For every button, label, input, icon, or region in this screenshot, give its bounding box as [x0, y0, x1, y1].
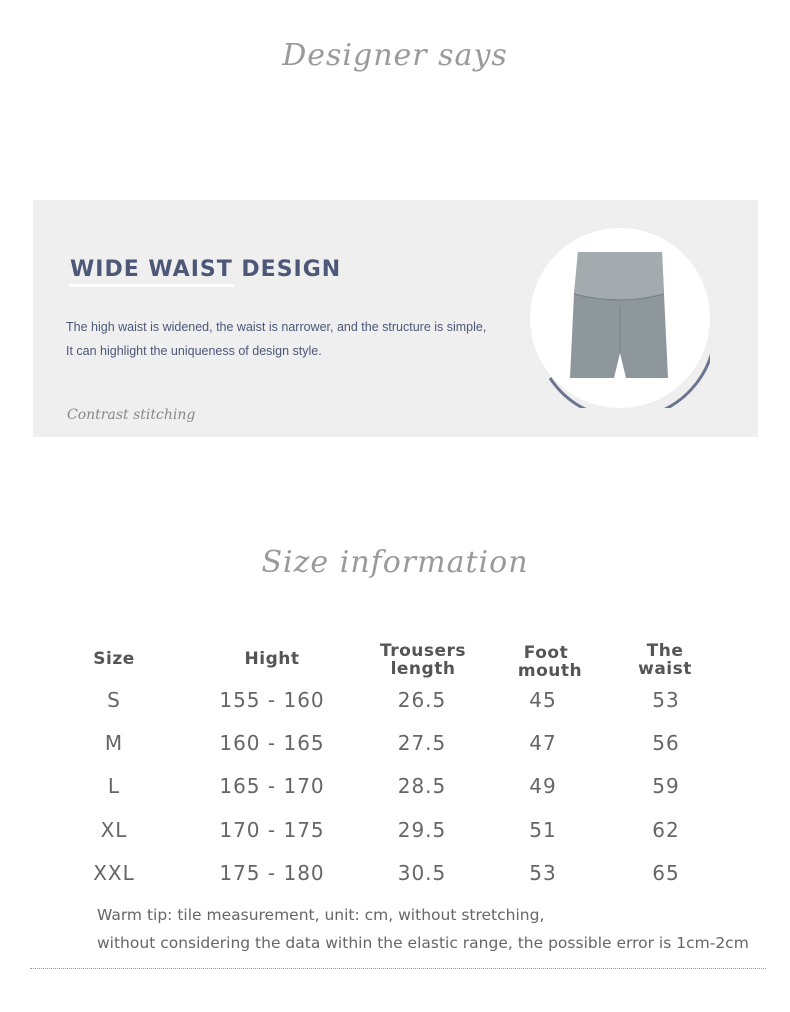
size-information-title: Size information	[261, 545, 529, 580]
cell-size: M	[104, 731, 124, 755]
cell-hight: 170 - 175	[219, 818, 325, 842]
shorts-image	[530, 228, 710, 408]
feature-line-2: It can highlight the uniqueness of design style.	[66, 344, 322, 358]
cell-foot: 49	[529, 774, 557, 798]
cell-size: S	[107, 688, 121, 712]
cell-waist: 59	[652, 774, 680, 798]
cell-foot: 53	[529, 861, 557, 885]
cell-foot: 47	[529, 731, 557, 755]
cell-waist: 65	[652, 861, 680, 885]
cell-size: L	[107, 774, 121, 798]
feature-description	[66, 315, 486, 363]
warm-tip-line-1: Warm tip: tile measurement, unit: cm, without stretching,	[97, 906, 545, 924]
feature-heading: WIDE WAIST DESIGN	[70, 257, 342, 282]
cell-length: 30.5	[397, 861, 447, 885]
cell-size: XL	[100, 818, 128, 842]
cell-foot: 45	[529, 688, 557, 712]
heading-underline	[69, 284, 234, 287]
cell-length: 27.5	[397, 731, 447, 755]
feature-line-1: The high waist is widened, the waist is narrower, and the structure is simple,	[66, 320, 487, 334]
header-foot-mouth: Foot mouth	[517, 643, 583, 681]
cell-hight: 165 - 170	[219, 774, 325, 798]
header-size: Size	[93, 649, 135, 669]
designer-says-title: Designer says	[282, 38, 508, 73]
cell-size: XXL	[93, 861, 135, 885]
header-hight: Hight	[244, 649, 300, 669]
cell-length: 28.5	[397, 774, 447, 798]
product-image-circle	[530, 228, 720, 418]
cell-hight: 155 - 160	[219, 688, 325, 712]
cell-hight: 160 - 165	[219, 731, 325, 755]
contrast-stitching-label: Contrast stitching	[67, 407, 196, 423]
cell-waist: 62	[652, 818, 680, 842]
cell-waist: 56	[652, 731, 680, 755]
cell-waist: 53	[652, 688, 680, 712]
warm-tip-line-2: without considering the data within the elastic range, the possible error is 1cm-2cm	[97, 934, 749, 952]
header-trousers-length: Trousers length	[379, 641, 467, 679]
cell-length: 29.5	[397, 818, 447, 842]
dotted-divider	[30, 968, 766, 969]
header-the-waist: The waist	[638, 641, 692, 679]
cell-foot: 51	[529, 818, 557, 842]
cell-hight: 175 - 180	[219, 861, 325, 885]
cell-length: 26.5	[397, 688, 447, 712]
